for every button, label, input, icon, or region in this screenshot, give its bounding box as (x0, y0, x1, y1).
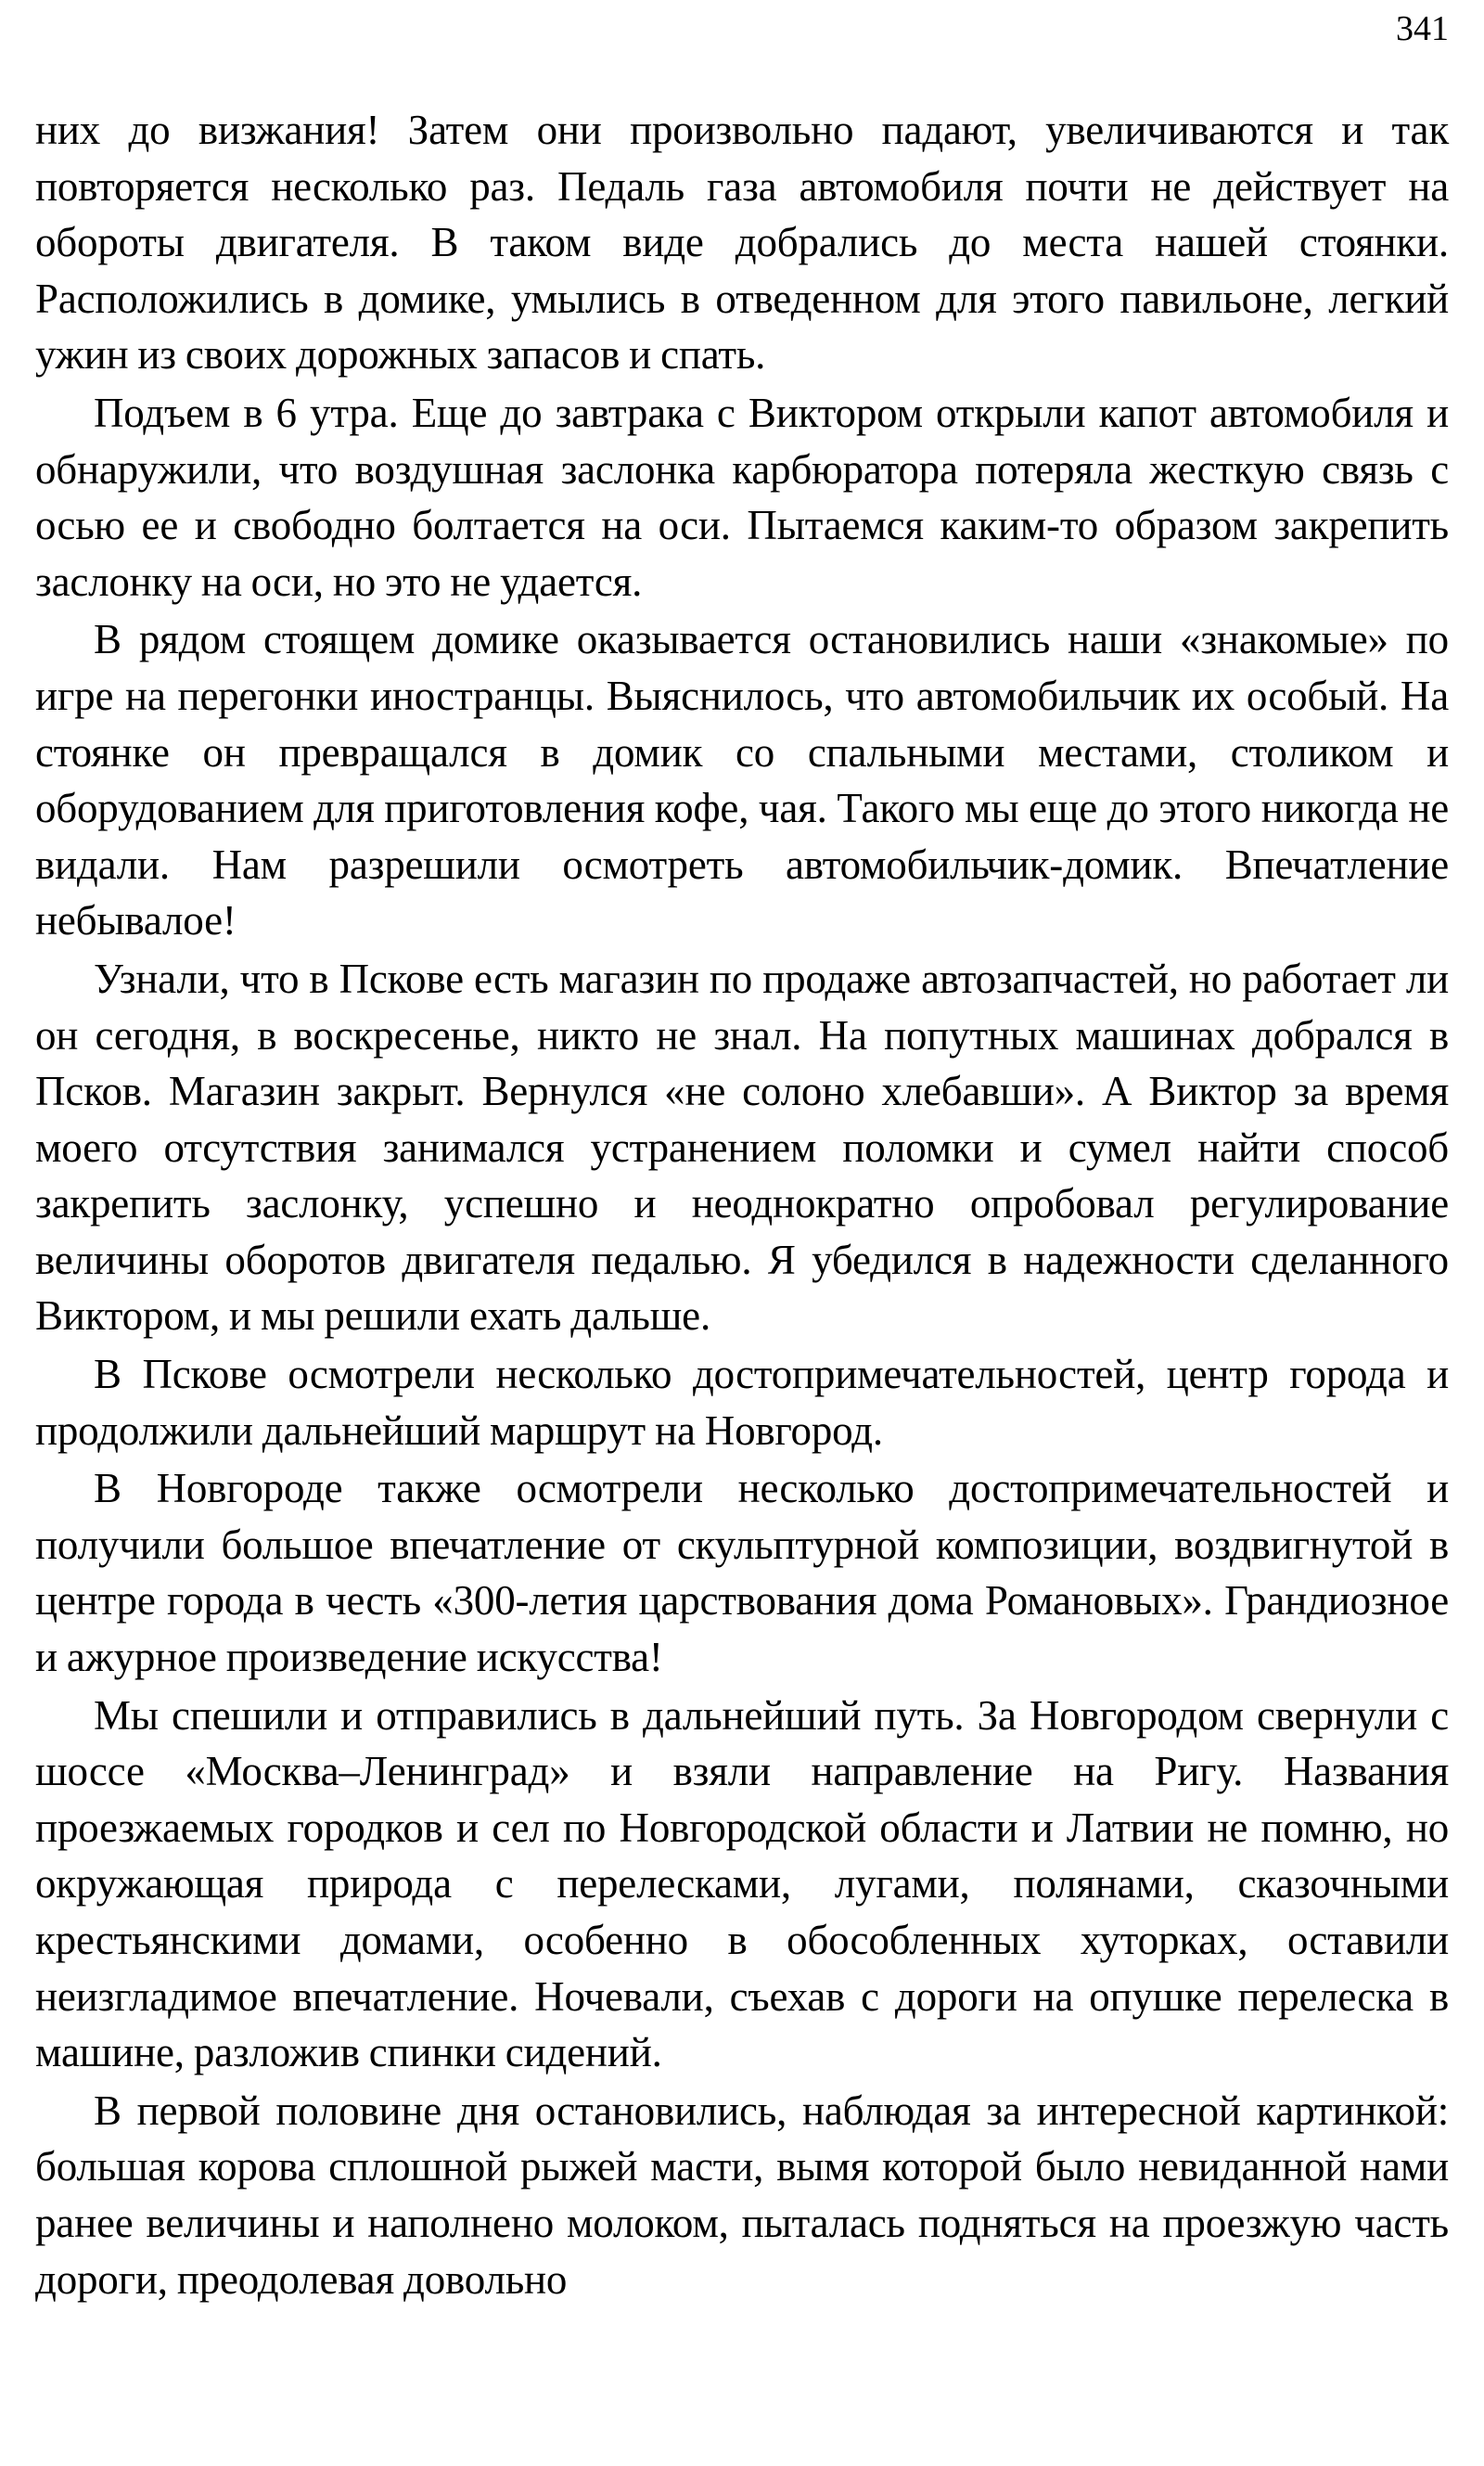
paragraph-2: Подъем в 6 утра. Еще до завтрака с Виктором открыли капот автомобиля и обнаружили, что воздушная заслонка карбюратора потеряла жесткую связь с осью ее и свободно болтается на оси. Пытаемся каким-то образом закрепить заслонку на оси, но это не удается. (35, 389, 1449, 605)
paragraph-6: В Новгороде также осмотрели несколько достопримечательностей и получили большое впечатление от скульптурной композиции, воздвигнутой в центре города в честь «300-летия царствования дома Романовых». Грандиозное и ажурное произведение искусства! (35, 1465, 1449, 1681)
page-number: 341 (1396, 9, 1449, 48)
paragraph-8: В первой половине дня остановились, наблюдая за интересной картинкой: большая корова сплошной рыжей масти, вымя которой было невиданной нами ранее величины и наполнено молоком, пыталась подняться на проезжую часть дороги, преодолевая довольно (35, 2087, 1449, 2303)
paragraph-7: Мы спешили и отправились в дальнейший путь. За Новгородом свернули с шоссе «Москва–Ленинград» и взяли направление на Ригу. Названия проезжаемых городков и сел по Новгородской области и Латвии не помню, но окружающая природа с перелесками, лугами, полянами, сказочными крестьянскими домами, особенно в обособленных хуторках, оставили неизгладимое впечатление. Ночевали, съехав с дороги на опушке перелеска в машине, разложив спинки сидений. (35, 1691, 1449, 2076)
paragraph-5: В Пскове осмотрели несколько достопримечательностей, центр города и продолжили дальнейший маршрут на Новгород. (35, 1351, 1449, 1454)
body-text (35, 102, 1449, 2309)
paragraph-4: Узнали, что в Пскове есть магазин по продаже автозапчастей, но работает ли он сегодня, в воскресенье, никто не знал. На попутных машинах добрался в Псков. Магазин закрыт. Вернулся «не солоно хлебавши». А Виктор за время моего отсутствия занимался устранением поломки и сумел найти способ закрепить заслонку, успешно и неоднократно опробовал регулирование величины оборотов двигателя педалью. Я убедился в надежности сделанного Виктором, и мы решили ехать дальше. (35, 955, 1449, 1340)
paragraph-3: В рядом стоящем домике оказывается остановились наши «знакомые» по игре на перегонки иностранцы. Выяснилось, что автомобильчик их особый. На стоянке он превращался в домик со спальными местами, столиком и оборудованием для приготовления кофе, чая. Такого мы еще до этого никогда не видали. Нам разрешили осмотреть автомобильчик-домик. Впечатление небывалое! (35, 616, 1449, 944)
paragraph-1: них до визжания! Затем они произвольно падают, увеличиваются и так повторяется несколько раз. Педаль газа автомобиля почти не действует на обороты двигателя. В таком виде добрались до места нашей стоянки. Расположились в домике, умылись в отведенном для этого павильоне, легкий ужин из своих дорожных запасов и спать. (35, 107, 1449, 379)
